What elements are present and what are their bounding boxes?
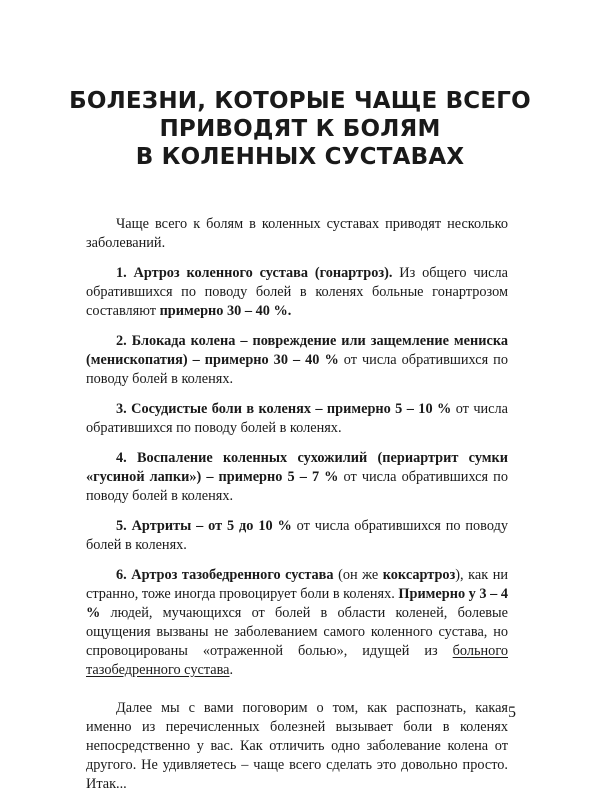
page-number: 5 — [508, 704, 516, 721]
item-5-heading: 5. Артриты – от 5 до 10 % — [116, 518, 292, 534]
item-6-term: коксартроз — [382, 567, 456, 583]
item-3-heading: 3. Сосудистые боли в коленях – примерно 5 – 10 % — [116, 401, 452, 417]
item-2-heading: 2. Блокада колена – повреждение или защемление мениска (менископатия) – примерно 30 – 40 % — [86, 333, 508, 368]
chapter-title-line-2: ПРИВОДЯТ К БОЛЯМ — [159, 116, 441, 142]
item-3-text: от числа обратившихся по поводу болей в коленях. — [86, 401, 508, 436]
item-6-heading: 6. Артроз тазобедренного сустава — [116, 567, 334, 583]
item-1-text: Из общего числа обратившихся по поводу болей в коленях больные гонартрозом составляют — [86, 265, 509, 319]
item-paragraph-5 — [86, 517, 508, 555]
item-6-underlined-phrase: больного тазобедренного сустава — [86, 643, 508, 678]
item-2-text: от числа обратившихся по поводу болей в коленях. — [86, 352, 508, 387]
outro-paragraph: Далее мы с вами поговорим о том, как распознать, какая именно из перечисленных болезней вызывает боли в коленях непосредственно у вас. Как отличить одно заболевание колена от другого. Не удивляетесь – чаще всего сделать это довольно просто. Итак... — [86, 700, 508, 792]
item-6-text-f: . — [229, 662, 234, 678]
item-6-text-c: ), как ни странно, тоже иногда провоцирует боли в коленях. — [86, 567, 508, 602]
item-paragraph-3 — [86, 400, 508, 438]
item-paragraph-2 — [86, 332, 508, 389]
item-4-text: от числа обратившихся по поводу болей в коленях. — [86, 469, 508, 504]
item-1-heading: 1. Артроз коленного сустава (гонартроз). — [116, 265, 393, 281]
item-paragraph-4 — [86, 449, 508, 506]
intro-paragraph: Чаще всего к болям в коленных суставах приводят несколько заболеваний. — [86, 216, 508, 251]
item-6-figure: Примерно у 3 – 4 % — [86, 586, 508, 621]
chapter-title — [60, 87, 540, 171]
chapter-body — [86, 215, 508, 794]
item-6-text-e: людей, мучающихся от болей в области коленей, болевые ощущения вызваны не заболеванием самого коленного сустава, но спровоцированы «отраженной болью», идущей из — [86, 605, 508, 659]
chapter-title-line-1: БОЛЕЗНИ, КОТОРЫЕ ЧАЩЕ ВСЕГО — [69, 88, 531, 114]
item-5-text: от числа обратившихся по поводу болей в коленях. — [86, 518, 508, 553]
item-4-heading: 4. Воспаление коленных сухожилий (периартрит сумки «гусиной лапки») – примерно 5 – 7 % — [86, 450, 508, 485]
item-1-figure: примерно 30 – 40 %. — [159, 303, 292, 319]
item-paragraph-6 — [86, 566, 508, 680]
item-6-text-a: (он же — [333, 567, 383, 583]
chapter-title-line-3: В КОЛЕННЫХ СУСТАВАХ — [135, 144, 465, 170]
item-paragraph-1 — [86, 264, 508, 321]
